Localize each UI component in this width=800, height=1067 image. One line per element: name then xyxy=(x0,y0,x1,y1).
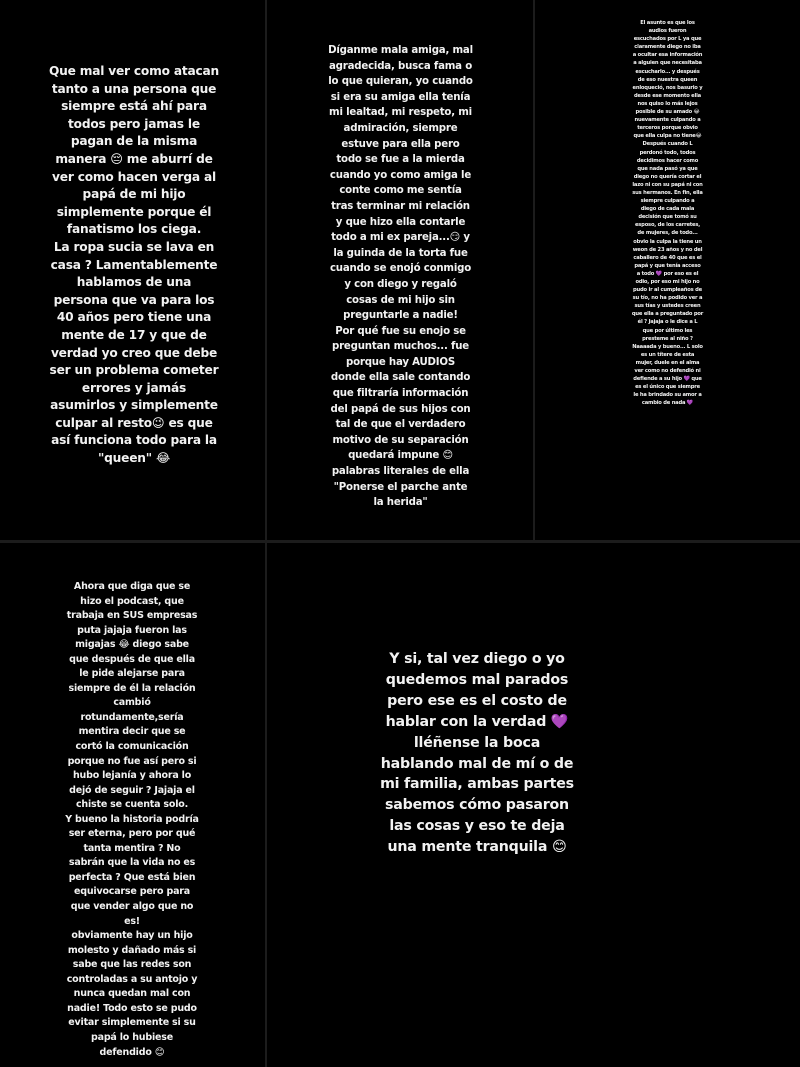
story-text-2: Díganme mala amiga, mal agradecida, busca fama o lo que quieran, yo cuando si era su amiga ella tenía mi lealtad, mi respeto, mi admiración, siempre estuve para ella pero todo se fue a la mierda cuando yo como amiga le conte como me sentía tras terminar mi relación y que hizo ella contarle todo a mi ex pareja...😏 y la guinda de la torta fue cuando se enojó conmigo y con diego y regaló cosas de mi hijo sin preguntarle a nadie! Por qué fue su enojo se preguntan muchos... fue porque hay AUDIOS donde ella sale contando que filtraría información del papá de sus hijos con tal de que el verdadero motivo de su separación quedará impune 😊 palabras literales de ella "Ponerse el parche ante la herida" xyxy=(328,45,473,509)
story-panel-2 xyxy=(267,0,533,540)
story-panel-3 xyxy=(535,0,800,540)
story-text-3: El asunto es que los audios fueron escuchados por L ya que claramente diego no iba a ocultar esa información a alguien que necesitaba escucharlo... y después de eso nuestra queen enloqueció, nos basurio y desde ese momento ella nos quiso lo más lejos posible de su amado 😂 nuevamente culpando a terceros porque obvio que ella culpa no tiene😂 Después cuando L perdonó todo, todos decidimos hacer como que nada pasó ya que diego no quería cortar el lazo ni con su papá ni con sus hermanos. En fin, ella siempre culpando a diego de cada mala decisión que tomó su esposo, de los carretes, de mujeres, de todo... obvio la culpa la tiene un weon de 23 años y no del caballero de 40 que es el papá y que tenía acceso a todo 💜 por eso es el odio, por eso mi hijo no pudo ir al cumpleaños de su tío, no ha podido ver a sus tías y ustedes creen que ella a preguntado por él ? Jajaja o le dice a L que por último les presteme al niño ? Naaaada y bueno... L solo es un títere de esta mujer, duele en el alma ver como no defendió ni defiende a su hijo 💜 que es el único que siempre le ha brindado su amor a cambio de nada 💜 xyxy=(631,20,704,407)
story-text-4: Ahora que diga que se hizo el podcast, que trabaja en SUS empresas puta jajaja fueron las migajas 😂 diego sabe que después de que ella le pide alejarse para siempre de él la relación cambió rotundamente,sería mentira decir que se cortó la comunicación porque no fue así pero si hubo lejanía y ahora lo dejó de seguir ? Jajaja el chiste se cuenta solo. Y bueno la historia podría ser eterna, pero por qué tanta mentira ? No sabrán que la vida no es perfecta ? Que está bien equivocarse pero para que vender algo que no es! obviamente hay un hijo molesto y dañado más si sabe que las redes son controladas a su antojo y nunca quedan mal con nadie! Todo esto se pudo evitar simplemente si su papá lo hubiese defendido 😊 xyxy=(65,581,199,1058)
story-panel-4 xyxy=(0,543,265,1067)
story-panel-5 xyxy=(267,543,800,1067)
story-text-5: Y si, tal vez diego o yo quedemos mal parados pero ese es el costo de hablar con la verdad 💜 lléñense la boca hablando mal de mí o de mi familia, ambas partes sabemos cómo pasaron las cosas y eso te deja una mente tranquila 😊 xyxy=(380,651,574,856)
story-panel-1 xyxy=(0,0,265,540)
story-text-1: Que mal ver como atacan tanto a una persona que siempre está ahí para todos pero jamas le pagan de la misma manera 😔 me aburrí de ver como hacen verga al papá de mi hijo simplemente porque él fanatismo los ciega. La ropa sucia se lava en casa ? Lamentablemente hablamos de una persona que va para los 40 años pero tiene una mente de 17 y que de verdad yo creo que debe ser un problema cometer errores y jamás asumirlos y simplemente culpar al resto😉 es que así funciona todo para la "queen" 😂 xyxy=(48,64,220,466)
